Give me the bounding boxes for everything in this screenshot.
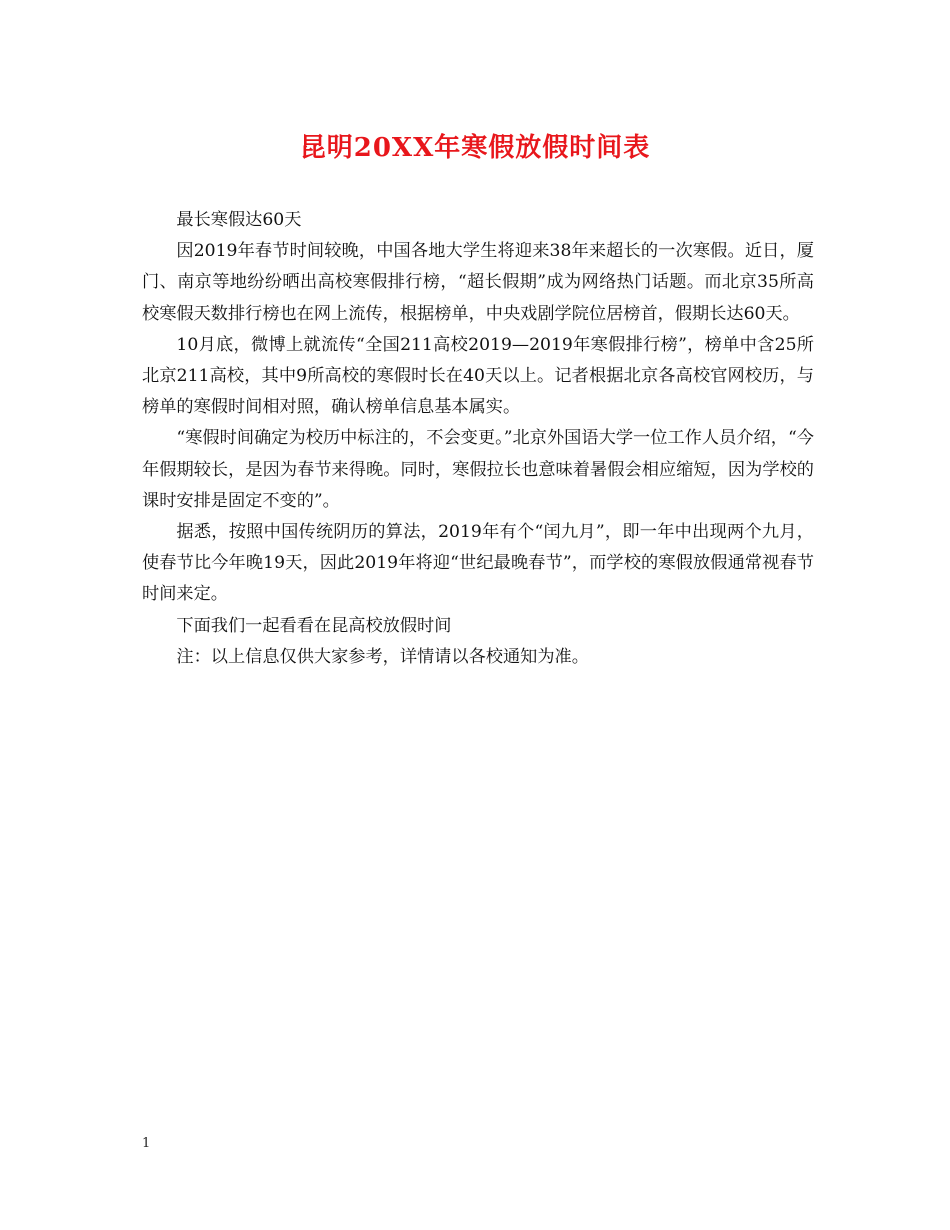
paragraph-subheading: 最长寒假达60天 bbox=[176, 210, 302, 230]
page-number: 1 bbox=[142, 1136, 151, 1151]
paragraph: 10月底，微博上就流传“全国211高校2019—2019年寒假排行榜”，榜单中含25所北京211高校，其中9所高校的寒假时长在40天以上。记者根据北京各高校官网校历，与榜单的寒假时间相对照，确认榜单信息基本属实。 bbox=[142, 334, 814, 418]
paragraph-note: 注：以上信息仅供大家参考，详情请以各校通知为准。 bbox=[176, 646, 589, 667]
paragraph: 据悉，按照中国传统阴历的算法，2019年有个“闰九月”，即一年中出现两个九月，使春节比今年晚19天，因此2019年将迎“世纪最晚春节”，而学校的寒假放假通常视春节时间来定。 bbox=[142, 522, 814, 605]
paragraph: 下面我们一起看看在昆高校放假时间 bbox=[176, 615, 452, 636]
paragraph: “寒假时间确定为校历中标注的，不会变更。”北京外国语大学一位工作人员介绍，“今年假期较长，是因为春节来得晚。同时，寒假拉长也意味着暑假会相应缩短，因为学校的课时安排是固定不变的”。 bbox=[142, 428, 814, 511]
paragraph: 因2019年春节时间较晚，中国各地大学生将迎来38年来超长的一次寒假。近日，厦门、南京等地纷纷晒出高校寒假排行榜，“超长假期”成为网络热门话题。而北京35所高校寒假天数排行榜也在网上流传，根据榜单，中央戏剧学院位居榜首，假期长达60天。 bbox=[142, 241, 814, 324]
document-title: 昆明20XX年寒假放假时间表 bbox=[299, 133, 651, 163]
document-body bbox=[142, 205, 814, 673]
